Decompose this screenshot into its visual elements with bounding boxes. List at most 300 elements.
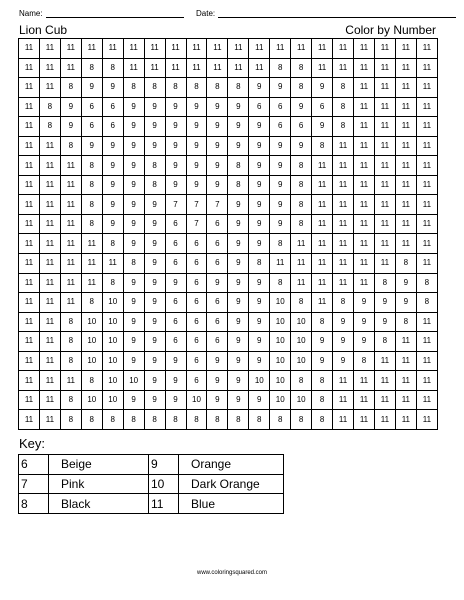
grid-cell: 11 [39,39,60,59]
grid-cell: 11 [354,390,375,410]
grid-cell: 9 [186,97,207,117]
grid-row [19,410,438,430]
name-line [46,9,184,18]
grid-cell: 11 [354,254,375,274]
grid-cell: 9 [249,312,270,332]
grid-cell: 8 [312,390,333,410]
grid-cell: 9 [123,195,144,215]
key-row [19,494,284,514]
grid-cell: 11 [354,273,375,293]
grid-cell: 11 [39,136,60,156]
grid-cell: 9 [81,136,102,156]
grid-cell: 11 [374,39,395,59]
grid-cell: 9 [123,332,144,352]
grid-cell: 9 [123,136,144,156]
grid-cell: 8 [270,273,291,293]
grid-cell: 11 [144,39,165,59]
grid-cell: 11 [333,195,354,215]
grid-cell: 9 [270,175,291,195]
key-heading: Key: [19,436,46,451]
grid-cell: 11 [39,293,60,313]
grid-row [19,390,438,410]
grid-cell: 9 [165,390,186,410]
grid-cell: 11 [416,332,437,352]
grid-cell: 11 [354,234,375,254]
grid-cell: 8 [144,410,165,430]
grid-cell: 11 [374,136,395,156]
grid-row [19,58,438,78]
grid-cell: 9 [249,234,270,254]
grid-cell: 11 [374,214,395,234]
date-label: Date: [196,9,216,18]
grid-cell: 9 [81,78,102,98]
grid-cell: 11 [60,273,81,293]
grid-row [19,195,438,215]
grid-cell: 9 [312,78,333,98]
grid-row [19,234,438,254]
grid-cell: 11 [354,156,375,176]
grid-cell: 11 [354,78,375,98]
grid-cell: 8 [186,410,207,430]
grid-cell: 11 [374,390,395,410]
grid-cell: 6 [270,117,291,137]
grid-cell: 8 [81,371,102,391]
grid-cell: 11 [416,214,437,234]
grid-cell: 9 [144,214,165,234]
grid-cell: 9 [165,351,186,371]
grid-cell: 9 [270,136,291,156]
grid-cell: 9 [144,390,165,410]
grid-cell: 8 [102,58,123,78]
grid-cell: 11 [39,156,60,176]
grid-cell: 11 [312,58,333,78]
footer-url: www.coloringsquared.com [196,570,268,576]
grid-cell: 9 [123,390,144,410]
grid-cell: 8 [354,351,375,371]
grid-cell: 11 [374,97,395,117]
grid-cell: 11 [19,78,40,98]
grid-cell: 11 [19,156,40,176]
grid-cell: 6 [102,97,123,117]
grid-cell: 8 [395,312,416,332]
grid-cell: 9 [249,175,270,195]
grid-cell: 8 [39,97,60,117]
grid-cell: 11 [354,136,375,156]
grid-cell: 8 [144,78,165,98]
grid-cell: 11 [416,390,437,410]
key-color-label: Dark Orange [179,474,284,494]
grid-cell: 11 [60,254,81,274]
grid-cell: 9 [60,97,81,117]
grid-cell: 11 [186,58,207,78]
grid-cell: 11 [374,234,395,254]
grid-cell: 8 [228,410,249,430]
grid-cell: 11 [333,410,354,430]
grid-cell: 11 [312,175,333,195]
grid-cell: 9 [207,117,228,137]
grid-cell: 11 [81,39,102,59]
grid-cell: 8 [60,390,81,410]
grid-cell: 8 [81,410,102,430]
grid-cell: 11 [374,78,395,98]
grid-cell: 11 [354,410,375,430]
grid-cell: 9 [270,195,291,215]
grid-cell: 11 [312,156,333,176]
key-color-label: Black [49,494,149,514]
grid-cell: 10 [186,390,207,410]
grid-cell: 8 [333,97,354,117]
grid-cell: 8 [291,195,312,215]
grid-cell: 11 [207,58,228,78]
grid-cell: 9 [186,136,207,156]
grid-cell: 9 [249,156,270,176]
grid-cell: 9 [165,175,186,195]
grid-cell: 8 [60,136,81,156]
grid-cell: 8 [81,156,102,176]
grid-cell: 9 [312,351,333,371]
grid-cell: 9 [102,156,123,176]
grid-cell: 8 [249,410,270,430]
grid-cell: 9 [249,293,270,313]
grid-cell: 8 [60,332,81,352]
grid-cell: 9 [207,390,228,410]
grid-cell: 9 [374,293,395,313]
grid-cell: 11 [416,312,437,332]
grid-cell: 10 [102,351,123,371]
key-color-label: Blue [179,494,284,514]
grid-cell: 11 [39,410,60,430]
grid-cell: 9 [228,234,249,254]
grid-cell: 11 [270,39,291,59]
grid-cell: 9 [144,117,165,137]
grid-cell: 8 [60,312,81,332]
grid-row [19,214,438,234]
grid-cell: 10 [270,351,291,371]
grid-cell: 11 [416,234,437,254]
grid-cell: 6 [186,351,207,371]
grid-cell: 10 [123,371,144,391]
key-color-label: Orange [179,455,284,475]
grid-row [19,312,438,332]
grid-cell: 9 [228,136,249,156]
grid-cell: 11 [374,254,395,274]
grid-cell: 9 [102,78,123,98]
grid-cell: 11 [312,273,333,293]
grid-cell: 9 [207,273,228,293]
grid-cell: 11 [123,39,144,59]
grid-cell: 8 [123,410,144,430]
grid-cell: 10 [81,390,102,410]
grid-cell: 10 [102,312,123,332]
grid-cell: 6 [207,293,228,313]
grid-cell: 10 [291,351,312,371]
grid-cell: 6 [207,332,228,352]
grid-cell: 9 [165,273,186,293]
grid-cell: 11 [374,371,395,391]
grid-cell: 11 [39,195,60,215]
grid-cell: 6 [165,293,186,313]
grid-cell: 11 [333,254,354,274]
grid-cell: 11 [39,332,60,352]
grid-cell: 9 [165,371,186,391]
grid-cell: 10 [270,312,291,332]
grid-cell: 10 [291,312,312,332]
grid-cell: 8 [312,136,333,156]
grid-cell: 9 [60,117,81,137]
grid-cell: 9 [123,351,144,371]
grid-cell: 8 [312,410,333,430]
grid-cell: 11 [19,175,40,195]
grid-cell: 11 [333,234,354,254]
grid-cell: 9 [123,156,144,176]
grid-cell: 11 [19,97,40,117]
grid-cell: 9 [228,312,249,332]
grid-cell: 9 [144,293,165,313]
grid-cell: 11 [395,97,416,117]
grid-cell: 11 [123,58,144,78]
grid-cell: 8 [270,410,291,430]
grid-cell: 9 [144,351,165,371]
grid-cell: 9 [249,273,270,293]
grid-cell: 11 [19,351,40,371]
grid-cell: 11 [354,117,375,137]
grid-cell: 9 [144,254,165,274]
grid-cell: 8 [186,78,207,98]
grid-cell: 9 [395,293,416,313]
grid-cell: 11 [333,156,354,176]
grid-cell: 9 [228,117,249,137]
grid-cell: 11 [165,39,186,59]
grid-cell: 9 [144,312,165,332]
key-number: 11 [149,494,179,514]
grid-cell: 11 [354,214,375,234]
grid-cell: 11 [60,214,81,234]
grid-cell: 10 [102,371,123,391]
grid-cell: 11 [19,136,40,156]
grid-cell: 9 [270,156,291,176]
grid-cell: 10 [102,332,123,352]
grid-cell: 9 [186,117,207,137]
grid-cell: 11 [395,214,416,234]
name-field [19,9,184,18]
grid-cell: 6 [186,293,207,313]
grid-cell: 11 [374,195,395,215]
grid-cell: 10 [81,312,102,332]
grid-row [19,117,438,137]
key-number: 6 [19,455,49,475]
grid-cell: 6 [207,214,228,234]
key-number: 8 [19,494,49,514]
grid-cell: 9 [144,332,165,352]
grid-cell: 6 [249,97,270,117]
grid-cell: 10 [81,332,102,352]
grid-cell: 11 [144,58,165,78]
grid-cell: 8 [81,58,102,78]
grid-cell: 8 [60,351,81,371]
grid-cell: 11 [39,351,60,371]
grid-cell: 9 [144,371,165,391]
grid-cell: 11 [19,371,40,391]
grid-cell: 9 [228,351,249,371]
grid-cell: 11 [186,39,207,59]
grid-cell: 11 [395,136,416,156]
grid-cell: 11 [60,293,81,313]
grid-cell: 11 [395,39,416,59]
grid-cell: 8 [333,293,354,313]
grid-cell: 8 [416,293,437,313]
grid-cell: 10 [102,293,123,313]
grid-cell: 9 [144,136,165,156]
grid-cell: 6 [165,234,186,254]
grid-cell: 11 [333,175,354,195]
grid-row [19,371,438,391]
grid-cell: 9 [312,117,333,137]
grid-cell: 8 [60,78,81,98]
grid-row [19,332,438,352]
key-row [19,474,284,494]
grid-cell: 11 [416,78,437,98]
grid-cell: 6 [165,254,186,274]
grid-cell: 9 [102,175,123,195]
grid-cell: 11 [416,39,437,59]
grid-cell: 6 [207,234,228,254]
grid-cell: 8 [228,156,249,176]
grid-cell: 8 [291,175,312,195]
grid-cell: 6 [165,312,186,332]
grid-cell: 11 [395,371,416,391]
grid-cell: 8 [333,117,354,137]
date-field [196,9,456,18]
grid-cell: 11 [395,234,416,254]
grid-cell: 11 [395,58,416,78]
grid-cell: 11 [165,58,186,78]
grid-cell: 8 [291,78,312,98]
grid-cell: 11 [395,175,416,195]
grid-cell: 10 [270,390,291,410]
grid-cell: 11 [270,254,291,274]
grid-cell: 11 [228,58,249,78]
grid-cell: 8 [312,312,333,332]
page-title: Lion Cub [19,23,68,37]
grid-cell: 8 [165,78,186,98]
grid-cell: 6 [186,332,207,352]
grid-cell: 11 [60,58,81,78]
grid-row [19,293,438,313]
grid-cell: 8 [81,175,102,195]
grid-cell: 6 [165,214,186,234]
grid-cell: 11 [416,136,437,156]
grid-cell: 11 [333,371,354,391]
grid-cell: 9 [228,371,249,391]
grid-cell: 9 [165,97,186,117]
grid-cell: 11 [60,234,81,254]
grid-cell: 8 [270,58,291,78]
grid-row [19,351,438,371]
grid-cell: 9 [228,195,249,215]
grid-cell: 8 [374,332,395,352]
grid-cell: 11 [395,410,416,430]
grid-cell: 11 [19,254,40,274]
grid-cell: 9 [207,136,228,156]
grid-cell: 11 [374,410,395,430]
grid-cell: 7 [165,195,186,215]
grid-cell: 11 [19,332,40,352]
grid-cell: 11 [60,195,81,215]
grid-cell: 8 [270,234,291,254]
grid-cell: 11 [39,273,60,293]
grid-cell: 6 [291,117,312,137]
grid-cell: 8 [81,214,102,234]
grid-cell: 9 [228,293,249,313]
grid-cell: 11 [39,234,60,254]
grid-cell: 11 [39,371,60,391]
grid-cell: 10 [249,371,270,391]
grid-cell: 8 [123,78,144,98]
key-number: 7 [19,474,49,494]
grid-cell: 11 [39,312,60,332]
grid-cell: 9 [123,117,144,137]
grid-cell: 9 [249,136,270,156]
grid-cell: 8 [312,371,333,391]
grid-cell: 11 [312,39,333,59]
grid-cell: 9 [291,136,312,156]
date-line [218,9,456,18]
grid-cell: 6 [207,312,228,332]
grid-cell: 11 [395,390,416,410]
grid-cell: 11 [395,332,416,352]
grid-cell: 9 [228,254,249,274]
grid-cell: 9 [249,351,270,371]
grid-cell: 8 [144,175,165,195]
grid-cell: 11 [60,39,81,59]
grid-cell: 8 [165,410,186,430]
grid-cell: 9 [312,332,333,352]
grid-cell: 8 [291,371,312,391]
grid-cell: 9 [186,175,207,195]
grid-cell: 11 [374,156,395,176]
grid-cell: 8 [228,175,249,195]
grid-cell: 11 [39,254,60,274]
grid-cell: 11 [374,58,395,78]
grid-cell: 8 [333,78,354,98]
grid-cell: 9 [270,214,291,234]
grid-cell: 8 [291,214,312,234]
grid-cell: 8 [60,410,81,430]
grid-cell: 11 [333,39,354,59]
grid-cell: 6 [186,234,207,254]
grid-row [19,156,438,176]
grid-cell: 9 [333,312,354,332]
grid-cell: 11 [60,371,81,391]
grid-cell: 11 [291,234,312,254]
name-label: Name: [19,9,43,18]
grid-cell: 11 [81,273,102,293]
grid-cell: 11 [81,254,102,274]
grid-cell: 11 [416,58,437,78]
grid-cell: 9 [228,390,249,410]
grid-cell: 6 [81,97,102,117]
grid-cell: 10 [102,390,123,410]
grid-cell: 8 [81,195,102,215]
grid-cell: 6 [312,97,333,117]
grid-cell: 11 [312,195,333,215]
grid-row [19,136,438,156]
grid-cell: 11 [19,117,40,137]
grid-cell: 9 [228,214,249,234]
grid-cell: 11 [416,410,437,430]
grid-cell: 9 [102,195,123,215]
grid-cell: 9 [354,312,375,332]
